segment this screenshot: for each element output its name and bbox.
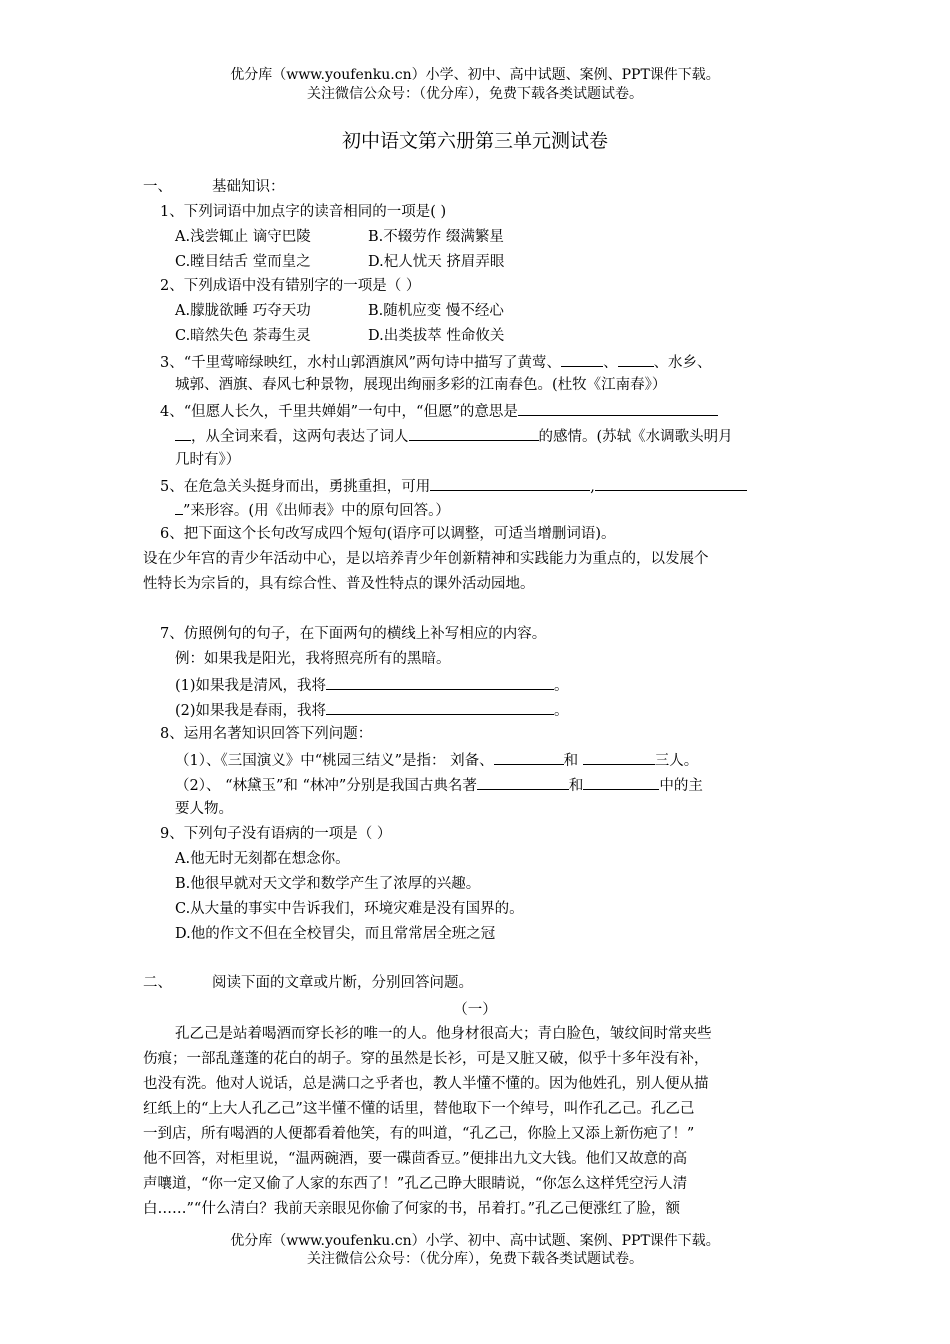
q5-blank-1[interactable] [430,475,590,491]
q2-option-b: B.随机应变 慢不经心 [368,303,504,319]
passage-line-8: 白……”“什么清白？我前天亲眼见你偷了何家的书，吊着打。”孔乙己便涨红了脸，额 [143,1201,680,1217]
q1-option-a: A.浅尝辄止 谪守巴陵 [175,229,311,245]
q8-s2-and: 和 [568,778,584,794]
q6-passage-2: 性特长为宗旨的，具有综合性、普及性特点的课外活动园地。 [143,576,535,592]
q8-sub-1 [175,749,698,771]
q7-stem: 7、仿照例句的句子，在下面两句的横线上补写相应的内容。 [160,626,547,642]
q4-line-2 [175,425,733,447]
q7-s1-text: (1)如果我是清风，我将 [175,678,327,694]
passage-line-6: 他不回答，对柜里说，“温两碗酒，要一碟茴香豆。”便排出九文大钱。他们又故意的高 [143,1151,688,1167]
q9-stem: 9、下列句子没有语病的一项是（ ） [160,826,392,842]
q2-stem: 2、下列成语中没有错别字的一项是（ ） [160,278,421,294]
q7-blank-1[interactable] [326,674,554,690]
q4-text-2: ，从全词来看，这两句表达了词人 [191,429,409,445]
q7-s2-text: (2)如果我是春雨，我将 [175,703,327,719]
q5-text-2: ”来形容。(用《出师表》中的原句回答。） [183,503,450,519]
q3-text-c: 、水乡、 [653,355,712,371]
page-title: 初中语文第六册第三单元测试卷 [341,130,608,152]
header-line-1: 优分库（www.youfenku.cn）小学、初中、高中试题、案例、PPT课件下载。 [230,67,720,83]
q3-text-a: 3、“千里莺啼绿映红，水村山郭酒旗风”两句诗中描写了黄莺、 [160,355,562,371]
q2-option-c: C.暗然失色 荼毒生灵 [175,328,311,344]
q1-option-b: B.不辍劳作 缀满繁星 [368,229,504,245]
q8-s1-and: 和 [563,753,579,769]
passage-line-7: 声嚷道，“你一定又偷了人家的东西了！”孔乙己睁大眼睛说，“你怎么这样凭空污人清 [143,1176,688,1192]
q1-option-d: D.杞人忧天 挤眉弄眼 [368,254,505,270]
q3-line-2: 城郭、酒旗、春风七种景物，展现出绚丽多彩的江南春色。(杜牧《江南春》） [175,377,667,393]
q5-comma: , [590,479,595,495]
q8-stem: 8、运用名著知识回答下列问题： [160,726,373,742]
header-line-2: 关注微信公众号：（优分库），免费下载各类试题试卷。 [307,86,643,102]
q8-s2-text-c: 中的主 [659,778,703,794]
q8-s2-text-a: （2）、 “林黛玉”和 “林冲”分别是我国古典名著 [175,778,477,794]
q5-blank-2-cont[interactable] [175,499,183,515]
q7-sentence-2 [175,699,569,721]
q4-text-1: 4、“但愿人长久，千里共婵娟”一句中，“但愿”的意思是 [160,404,518,420]
q4-line-3: 几时有》） [175,452,241,468]
footer-line-2: 关注微信公众号：（优分库），免费下载各类试题试卷。 [307,1251,643,1267]
section2-number: 二、 [143,975,172,991]
q9-option-d: D.他的作文不但在全校冒尖，而且常常居全班之冠 [175,926,496,942]
q9-option-b: B.他很早就对天文学和数学产生了浓厚的兴趣。 [175,876,481,892]
q3-line-1 [160,351,712,373]
q1-option-c: C.瞠目结舌 堂而皇之 [175,254,311,270]
q5-blank-2[interactable] [595,475,747,491]
passage-line-3: 也没有洗。他对人说话，总是满口之乎者也，教人半懂不懂的。因为他姓孔，别人便从描 [143,1076,709,1092]
section2-heading: 阅读下面的文章或片断，分别回答问题。 [212,975,473,991]
q8-blank-2[interactable] [583,749,655,765]
q8-blank-4[interactable] [583,774,659,790]
q8-s1-text-a: （1）、《三国演义》中“桃园三结义”是指： 刘备、 [175,753,494,769]
q7-s1-end: 。 [554,678,569,694]
q2-option-a: A.朦胧欲睡 巧夺天功 [175,303,311,319]
q3-text-b: 、 [603,355,618,371]
q5-line-2 [175,499,450,521]
q3-blank-2[interactable] [618,351,654,367]
q9-option-a: A.他无时无刻都在想念你。 [175,851,350,867]
passage-line-4: 红纸上的“上大人孔乙己”这半懂不懂的话里，替他取下一个绰号，叫作孔乙己。孔乙己 [143,1101,695,1117]
reading-sub-heading: （一） [453,1002,497,1018]
q4-blank-1-cont[interactable] [175,425,191,441]
q4-blank-1[interactable] [518,400,718,416]
q1-stem: 1、下列词语中加点字的读音相同的一项是( ) [160,204,447,220]
q9-option-c: C.从大量的事实中告诉我们，环境灾难是没有国界的。 [175,901,524,917]
q3-blank-1[interactable] [561,351,603,367]
q8-blank-1[interactable] [494,749,564,765]
q8-sub-2 [175,774,703,796]
q4-line-1 [160,400,718,422]
q6-stem: 6、把下面这个长句改写成四个短句(语序可以调整，可适当增删词语)。 [160,526,616,542]
passage-line-2: 伤痕；一部乱蓬蓬的花白的胡子。穿的虽然是长衫，可是又脏又破，似乎十多年没有补， [143,1051,709,1067]
q8-blank-3[interactable] [477,774,569,790]
q7-sentence-1 [175,674,569,696]
q7-example: 例：如果我是阳光，我将照亮所有的黑暗。 [175,651,451,667]
q7-blank-2[interactable] [326,699,554,715]
q6-passage-1: 设在少年宫的青少年活动中心，是以培养青少年创新精神和实践能力为重点的，以发展个 [143,551,709,567]
passage-line-1: 孔乙己是站着喝酒而穿长衫的唯一的人。他身材很高大；青白脸色，皱纹间时常夹些 [175,1026,712,1042]
footer-line-1: 优分库（www.youfenku.cn）小学、初中、高中试题、案例、PPT课件下载。 [230,1233,720,1249]
q7-s2-end: 。 [554,703,569,719]
section1-heading: 基础知识： [212,179,285,195]
section1-number: 一、 [143,179,172,195]
passage-line-5: 一到店，所有喝酒的人便都看着他笑，有的叫道，“孔乙己，你脸上又添上新伤疤了！” [143,1126,695,1142]
q5-line-1 [160,475,747,497]
q2-option-d: D.出类拔萃 性命攸关 [368,328,505,344]
q8-sub-2-cont: 要人物。 [175,801,233,817]
q8-s1-end: 三人。 [654,753,699,769]
q4-blank-2[interactable] [409,425,539,441]
q5-text-1: 5、在危急关头挺身而出，勇挑重担，可用 [160,479,431,495]
q4-text-3: 的感情。(苏轼《水调歌头明月 [538,429,733,445]
